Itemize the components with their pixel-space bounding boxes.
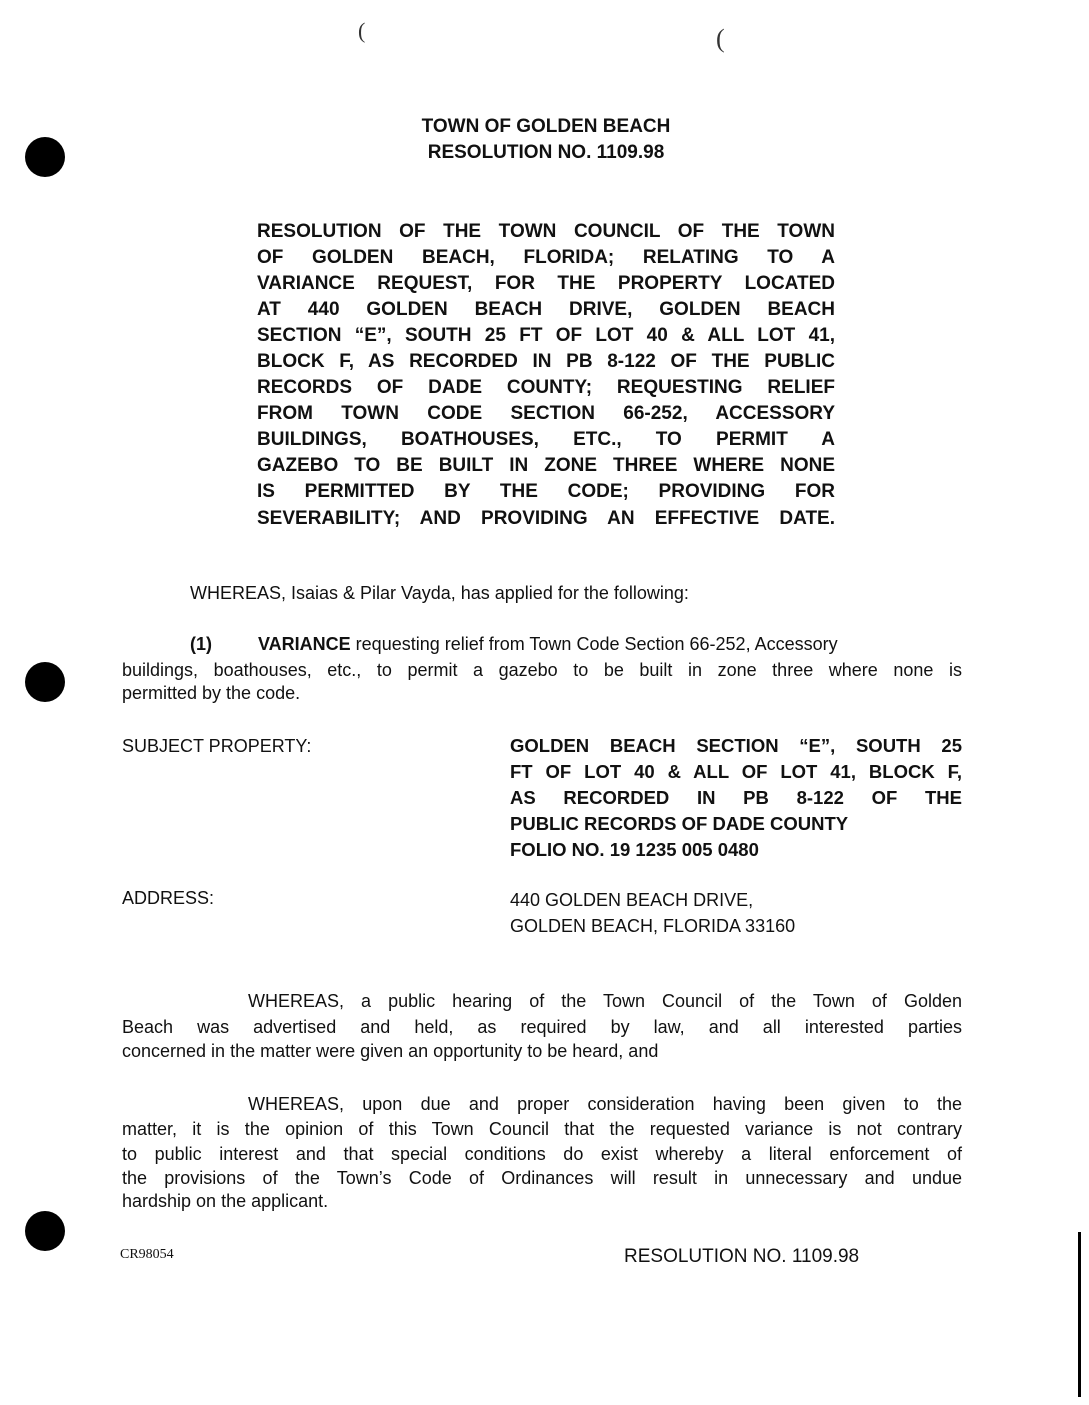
subject-property-line: PUBLIC RECORDS OF DADE COUNTY <box>510 813 849 834</box>
address-label: ADDRESS: <box>122 888 215 908</box>
caption-line: AT 440 GOLDEN BEACH DRIVE, GOLDEN BEACH <box>257 299 835 320</box>
footer-code: CR98054 <box>120 1247 174 1262</box>
item-keyword: VARIANCE <box>258 634 351 654</box>
scan-edge-line <box>1078 1232 1081 1397</box>
caption-line: SECTION “E”, SOUTH 25 FT OF LOT 40 & ALL LOT 41, <box>257 325 835 346</box>
item-number: (1) <box>190 634 212 654</box>
subject-property-label: SUBJECT PROPERTY: <box>122 736 312 756</box>
address-line: GOLDEN BEACH, FLORIDA 33160 <box>510 916 796 936</box>
item-line: permitted by the code. <box>122 683 301 703</box>
caption-line: IS PERMITTED BY THE CODE; PROVIDING FOR <box>257 481 835 502</box>
caption-line: FROM TOWN CODE SECTION 66-252, ACCESSORY <box>257 403 835 424</box>
subject-property-line: GOLDEN BEACH SECTION “E”, SOUTH 25 <box>510 735 962 756</box>
caption-line: RECORDS OF DADE COUNTY; REQUESTING RELIEF <box>257 377 835 398</box>
caption-line: BLOCK F, AS RECORDED IN PB 8-122 OF THE PUBLIC <box>257 351 835 372</box>
item-text: requesting relief from Town Code Section 66-252, Accessory <box>350 634 838 654</box>
punch-hole <box>25 662 65 702</box>
paragraph-line: the provisions of the Town’s Code of Ordinances will result in unnecessary and undue <box>122 1168 962 1188</box>
subject-property-line: FOLIO NO. 19 1235 005 0480 <box>510 839 759 860</box>
subject-property-line: FT OF LOT 40 & ALL OF LOT 41, BLOCK F, <box>510 761 962 782</box>
address-line: 440 GOLDEN BEACH DRIVE, <box>510 890 754 910</box>
paragraph-line: Beach was advertised and held, as required by law, and all interested parties <box>122 1017 962 1037</box>
caption-line: VARIANCE REQUEST, FOR THE PROPERTY LOCATED <box>257 273 835 294</box>
paragraph-line: matter, it is the opinion of this Town Council that the requested variance is not contrary <box>122 1119 962 1139</box>
paragraph-line: hardship on the applicant. <box>122 1191 329 1211</box>
header-resolution: RESOLUTION NO. 1109.98 <box>427 142 665 163</box>
subject-property-line: AS RECORDED IN PB 8-122 OF THE <box>510 787 962 808</box>
paragraph-line: to public interest and that special conditions do exist whereby a literal enforcement of <box>122 1144 962 1164</box>
paragraph-line: WHEREAS, a public hearing of the Town Council of the Town of Golden <box>248 991 962 1011</box>
whereas-applicant: WHEREAS, Isaias & Pilar Vayda, has applied for the following: <box>190 583 689 603</box>
item-line <box>258 634 838 655</box>
paragraph-line: WHEREAS, upon due and proper consideration having been given to the <box>248 1094 962 1114</box>
caption-line: SEVERABILITY; AND PROVIDING AN EFFECTIVE DATE. <box>257 508 835 529</box>
caption-line: GAZEBO TO BE BUILT IN ZONE THREE WHERE NONE <box>257 455 835 476</box>
header-town: TOWN OF GOLDEN BEACH <box>421 116 671 137</box>
scan-mark: ( <box>716 24 725 53</box>
caption-line: OF GOLDEN BEACH, FLORIDA; RELATING TO A <box>257 247 835 268</box>
scan-mark: ( <box>358 18 366 43</box>
footer-resolution: RESOLUTION NO. 1109.98 <box>624 1246 860 1267</box>
paragraph-line: concerned in the matter were given an opportunity to be heard, and <box>122 1041 659 1061</box>
item-line: buildings, boathouses, etc., to permit a gazebo to be built in zone three where none is <box>122 660 962 680</box>
caption-line: RESOLUTION OF THE TOWN COUNCIL OF THE TOWN <box>257 221 835 242</box>
caption-line: BUILDINGS, BOATHOUSES, ETC., TO PERMIT A <box>257 429 835 450</box>
punch-hole <box>25 1211 65 1251</box>
